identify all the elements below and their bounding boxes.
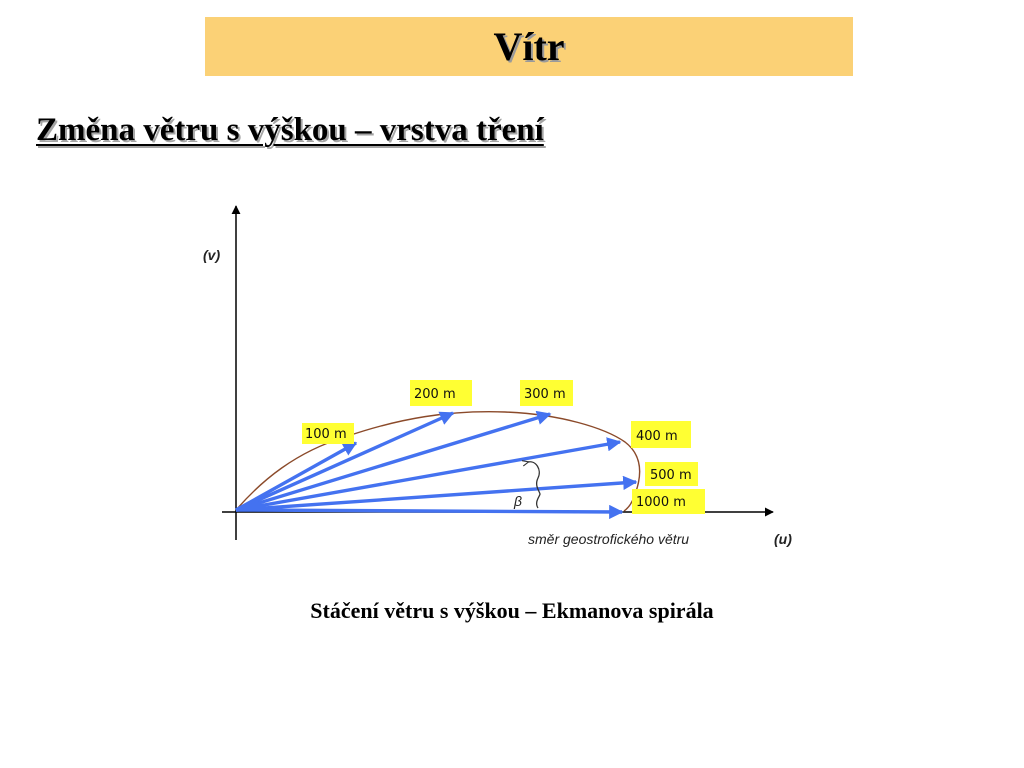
label-400m [631, 421, 691, 448]
svg-text:400 m: 400 m [636, 429, 678, 444]
label-1000m [632, 489, 705, 514]
label-200m [410, 380, 472, 406]
wind-vector-500m [236, 482, 636, 510]
label-300m [520, 380, 573, 406]
label-500m [645, 462, 698, 486]
slide-title: Vítr [493, 24, 565, 69]
angle-beta-label: β [514, 493, 522, 509]
angle-bracket [528, 462, 540, 508]
svg-text:500 m: 500 m [650, 468, 692, 483]
x-axis-label: (u) [774, 531, 792, 547]
svg-text:200 m: 200 m [414, 387, 456, 402]
svg-text:300 m: 300 m [524, 387, 566, 402]
figure-caption-text: Stáčení větru s výškou – Ekmanova spirála [310, 598, 714, 623]
slide-subtitle: Změna větru s výškou – vrstva tření [36, 112, 544, 148]
svg-text:100 m: 100 m [305, 427, 347, 442]
x-axis-caption: směr geostrofického větru [528, 531, 690, 547]
y-axis-label: (v) [203, 247, 221, 263]
figure-caption [0, 598, 1024, 624]
wind-vector-1000m [236, 510, 622, 512]
label-100m [302, 423, 354, 444]
svg-text:1000 m: 1000 m [636, 495, 686, 510]
